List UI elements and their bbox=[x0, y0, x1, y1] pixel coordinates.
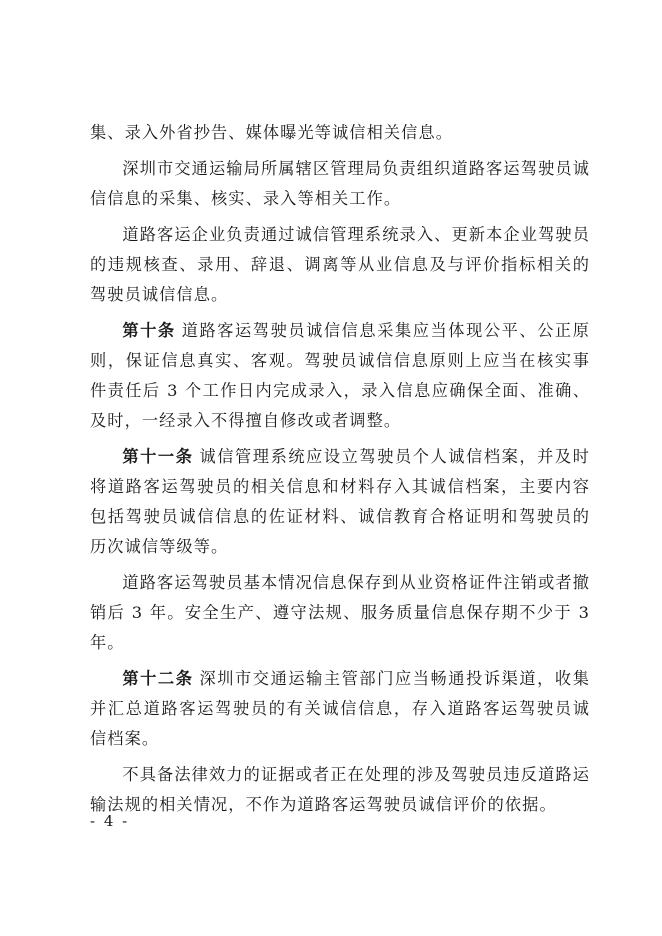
article-number: 第十一条 bbox=[122, 447, 194, 466]
paragraph-evidence bbox=[90, 760, 590, 820]
paragraph-text: 道路客运企业负责通过诚信管理系统录入、更新本企业驾驶员的违规核查、录用、辞退、调离等从业信息及与评价指标相关的驾驶员诚信信息。 bbox=[90, 225, 590, 304]
article-text: 深圳市交通运输主管部门应当畅通投诉渠道，收集并汇总道路客运驾驶员的有关诚信信息，存入道路客运驾驶员诚信档案。 bbox=[90, 669, 590, 748]
article-text: 道路客运驾驶员诚信信息采集应当体现公平、公正原则，保证信息真实、客观。驾驶员诚信信息原则上应当在核实事件责任后 3 个工作日内完成录入，录入信息应确保全面、准确、及时，一经录入不得擅自修改或者调整。 bbox=[90, 321, 590, 430]
article-12 bbox=[90, 664, 590, 754]
page-number: - 4 - bbox=[90, 812, 130, 830]
paragraph-text: 深圳市交通运输局所属辖区管理局负责组织道路客运驾驶员诚信信息的采集、核实、录入等相关工作。 bbox=[90, 159, 590, 208]
article-10 bbox=[90, 316, 590, 436]
paragraph-enterprise-duty bbox=[90, 220, 590, 310]
article-number: 第十二条 bbox=[122, 669, 194, 688]
paragraph-text: 集、录入外省抄告、媒体曝光等诚信相关信息。 bbox=[90, 123, 454, 142]
paragraph-text: 道路客运驾驶员基本情况信息保存到从业资格证件注销或者撤销后 3 年。安全生产、遵守法规、服务质量信息保存期不少于 3 年。 bbox=[90, 573, 590, 652]
paragraph-district-bureau bbox=[90, 154, 590, 214]
document-body bbox=[90, 118, 590, 826]
paragraph-retention bbox=[90, 568, 590, 658]
paragraph-text: 不具备法律效力的证据或者正在处理的涉及驾驶员违反道路运输法规的相关情况，不作为道路客运驾驶员诚信评价的依据。 bbox=[90, 765, 590, 814]
paragraph-continuation bbox=[90, 118, 590, 148]
article-text: 诚信管理系统应设立驾驶员个人诚信档案，并及时将道路客运驾驶员的相关信息和材料存入其诚信档案，主要内容包括驾驶员诚信信息的佐证材料、诚信教育合格证明和驾驶员的历次诚信等级等。 bbox=[90, 447, 590, 556]
article-number: 第十条 bbox=[122, 321, 176, 340]
article-11 bbox=[90, 442, 590, 562]
